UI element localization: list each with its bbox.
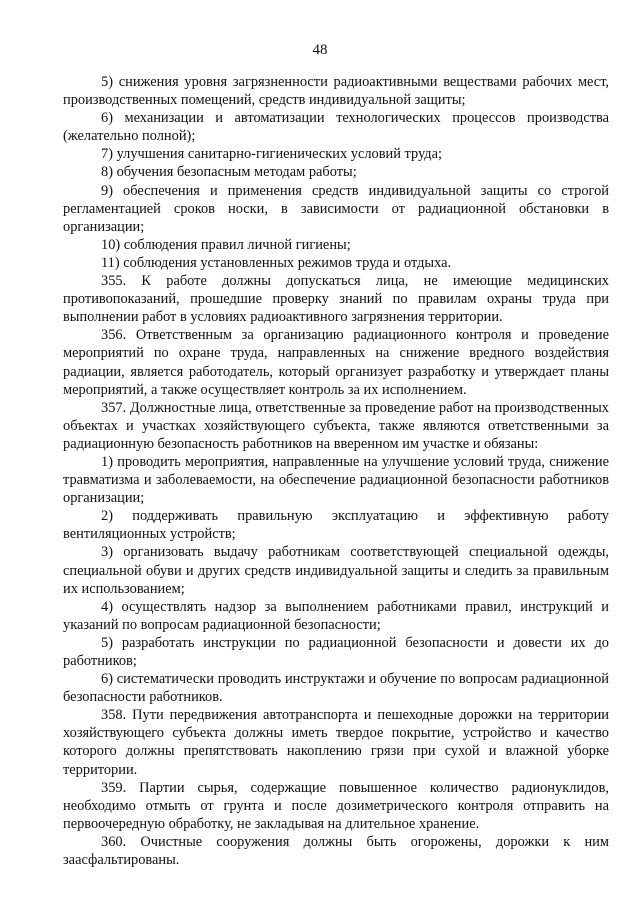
clause-359: 359. Партии сырья, содержащие повышенное количество радионуклидов, необходимо отмыть от грунта и после дозиметрического контроля отправить на первоочередную обработку, не закладывая на длительное хранение. bbox=[63, 779, 609, 832]
page-number: 48 bbox=[312, 42, 328, 58]
list-item-8: 8) обучения безопасным методам работы; bbox=[101, 164, 357, 181]
list-item-5: 5) снижения уровня загрязненности радиоактивными веществами рабочих мест, производственных помещений, средств индивидуальной защиты; bbox=[63, 74, 609, 109]
clause-356: 356. Ответственным за организацию радиационного контроля и проведение мероприятий по охране труда, направленных на снижение вредного воздействия радиации, является работодатель, который организует разработку и утверждает планы мероприятий, а также осуществляет контроль за их исполнением. bbox=[63, 327, 609, 398]
list-item-9: 9) обеспечения и применения средств индивидуальной защиты со строгой регламентацией сроков носки, в зависимости от радиационной обстановки в организации; bbox=[63, 182, 609, 235]
list-item-6: 6) механизации и автоматизации технологических процессов производства (желательно полной); bbox=[63, 110, 609, 145]
list-item-10: 10) соблюдения правил личной гигиены; bbox=[101, 236, 351, 253]
duty-item-5: 5) разработать инструкции по радиационной безопасности и довести их до работников; bbox=[63, 634, 609, 669]
list-item-11: 11) соблюдения установленных режимов труда и отдыха. bbox=[101, 254, 452, 271]
duty-item-2: 2) поддерживать правильную эксплуатацию и эффективную работу вентиляционных устройств; bbox=[63, 508, 609, 543]
duty-item-6: 6) систематически проводить инструктажи и обучение по вопросам радиационной безопасности работников. bbox=[63, 671, 609, 706]
clause-357: 357. Должностные лица, ответственные за проведение работ на производственных объектах и участках хозяйствующего субъекта, также являются ответственными за радиационную безопасность работников на вверенном им участке и обязаны: bbox=[63, 399, 609, 452]
list-item-7: 7) улучшения санитарно-гигиенических условий труда; bbox=[101, 146, 443, 163]
duty-item-1: 1) проводить мероприятия, направленные на улучшение условий труда, снижение травматизма и заболеваемости, на обеспечение радиационной безопасности работников организации; bbox=[63, 453, 609, 507]
clause-355: 355. К работе должны допускаться лица, не имеющие медицинских противопоказаний, прошедшие проверку знаний по правилам охраны труда при выполнении работ в условиях радиоактивного загрязнения территории. bbox=[63, 273, 609, 326]
duty-item-4: 4) осуществлять надзор за выполнением работниками правил, инструкций и указаний по вопросам радиационной безопасности; bbox=[63, 598, 609, 633]
document-body bbox=[63, 73, 609, 869]
clause-360: 360. Очистные сооружения должны быть огорожены, дорожки к ним заасфальтированы. bbox=[63, 833, 609, 869]
clause-358: 358. Пути передвижения автотранспорта и пешеходные дорожки на территории хозяйствующего субъекта должны иметь твердое покрытие, устройство и качество которого должны препятствовать накоплению грязи при сухой и влажной уборке территории. bbox=[63, 707, 609, 778]
duty-item-3: 3) организовать выдачу работникам соответствующей специальной одежды, специальной обуви и других средств индивидуальной защиты и следить за правильным их использованием; bbox=[63, 544, 609, 597]
